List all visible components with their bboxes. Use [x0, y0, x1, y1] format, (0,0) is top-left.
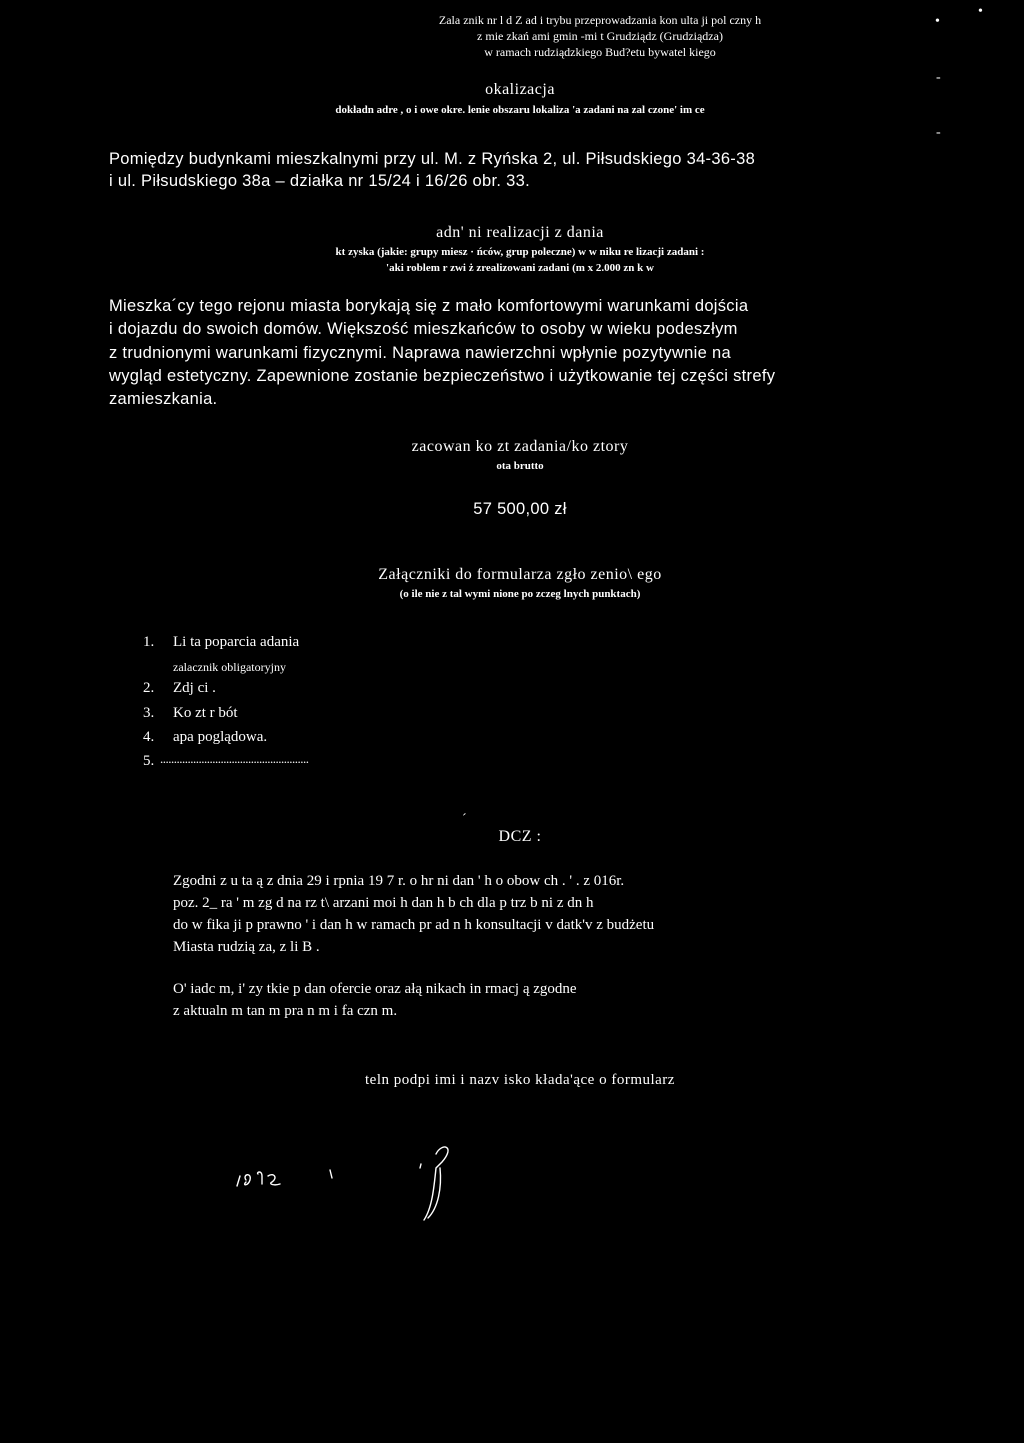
attachment-number: 5. — [143, 753, 155, 769]
koszt-title: zacowan ko zt zadania/ko ztory — [411, 438, 629, 455]
uzasadnienie-text-line-3: z trudnionymi warunkami fizycznymi. Naprawa nawierzchni wpłynie pozytywnie na — [109, 344, 731, 362]
uzasadnienie-title: adn' ni realizacji z dania — [436, 224, 604, 241]
handwritten-signature — [228, 1128, 488, 1228]
uzasadnienie-text-line-5: zamieszkania. — [109, 390, 218, 408]
signature-label: teln podpi imi i nazv isko kłada'ące o formularz — [365, 1072, 675, 1088]
koszt-value: 57 500,00 zł — [473, 500, 567, 518]
attachment-number: 1. — [143, 634, 155, 650]
zalaczniki-subtitle: (o ile nie z tal wymi nione po zczeg lnych punktach) — [399, 588, 641, 600]
attachment-item: ...................................................... — [160, 751, 309, 766]
header-line-3: w ramach rudziądzkiego Bud?etu bywatel kiego — [484, 45, 716, 59]
oswiadczenie-p1-line-1: Zgodni z u ta ą z dnia 29 i rpnia 19 7 r. o hr ni dan ' h o obow ch . ' . z 016r. — [173, 873, 625, 889]
uzasadnienie-subtitle-1: kt zyska (jakie: grupy miesz · ńców, grup poleczne) w w niku re lizacji zadani : — [335, 246, 705, 258]
header-line-1: Zala znik nr l d Z ad i trybu przeprowadzania kon ulta ji pol czny h — [438, 13, 762, 27]
lokalizacja-text-line-2: i ul. Piłsudskiego 38a – działka nr 15/24 i 16/26 obr. 33. — [109, 172, 530, 190]
attachment-item: Li ta poparcia adania — [173, 634, 300, 650]
margin-mark: ´ — [462, 812, 467, 827]
margin-mark: • — [978, 4, 983, 19]
margin-mark: - — [936, 125, 941, 140]
uzasadnienie-text-line-1: Mieszka´cy tego rejonu miasta borykają się z mało komfortowymi warunkami dojścia — [109, 297, 749, 315]
oswiadczenie-p1-line-3: do w fika ji p prawno ' i dan h w ramach pr ad n h konsultacji v datk'v z budżetu — [173, 917, 655, 933]
attachment-item: Zdj ci . — [173, 680, 216, 696]
attachment-number: 4. — [143, 729, 155, 745]
attachment-note: zalacznik obligatoryjny — [173, 660, 286, 674]
zalaczniki-title: Załączniki do formularza zgło zenio\ ego — [378, 566, 662, 583]
oswiadczenie-p2-line-2: z aktualn m tan m pra n m i fa czn m. — [173, 1003, 398, 1019]
attachment-item: apa poglądowa. — [173, 729, 268, 745]
margin-mark: - — [936, 70, 941, 85]
uzasadnienie-text-line-4: wygląd estetyczny. Zapewnione zostanie bezpieczeństwo i użytkowanie tej części strefy — [109, 367, 776, 385]
attachment-number: 2. — [143, 680, 155, 696]
uzasadnienie-text-line-2: i dojazdu do swoich domów. Większość mieszkańców to osoby w wieku podeszłym — [109, 320, 738, 338]
oswiadczenie-title: DCZ : — [498, 828, 542, 845]
oswiadczenie-p1-line-2: poz. 2_ ra ' m zg d na rz t\ arzani moi h dan h b ch dla p trz b ni z dn h — [173, 895, 594, 911]
koszt-subtitle: ota brutto — [496, 460, 544, 472]
signature-strokes — [228, 1128, 488, 1228]
uzasadnienie-subtitle-2: 'aki roblem r zwi ż zrealizowani zadani (m x 2.000 zn k w — [386, 262, 654, 274]
oswiadczenie-p2-line-1: O' iadc m, i' zy tkie p dan ofercie oraz ałą nikach in rmacj ą zgodne — [173, 981, 577, 997]
lokalizacja-title: okalizacja — [485, 81, 555, 98]
attachment-number: 3. — [143, 705, 155, 721]
lokalizacja-subtitle: dokładn adre , o i owe okre. lenie obszaru lokaliza 'a zadani na zal czone' im ce — [335, 104, 705, 116]
oswiadczenie-p1-line-4: Miasta rudzią za, z li B . — [173, 939, 320, 955]
lokalizacja-text-line-1: Pomiędzy budynkami mieszkalnymi przy ul. M. z Ryńska 2, ul. Piłsudskiego 34-36-38 — [109, 150, 756, 168]
attachment-item: Ko zt r bót — [173, 705, 238, 721]
margin-mark: • — [935, 14, 940, 29]
header-line-2: z mie zkań ami gmin -mi t Grudziądz (Grudziądza) — [477, 29, 723, 43]
